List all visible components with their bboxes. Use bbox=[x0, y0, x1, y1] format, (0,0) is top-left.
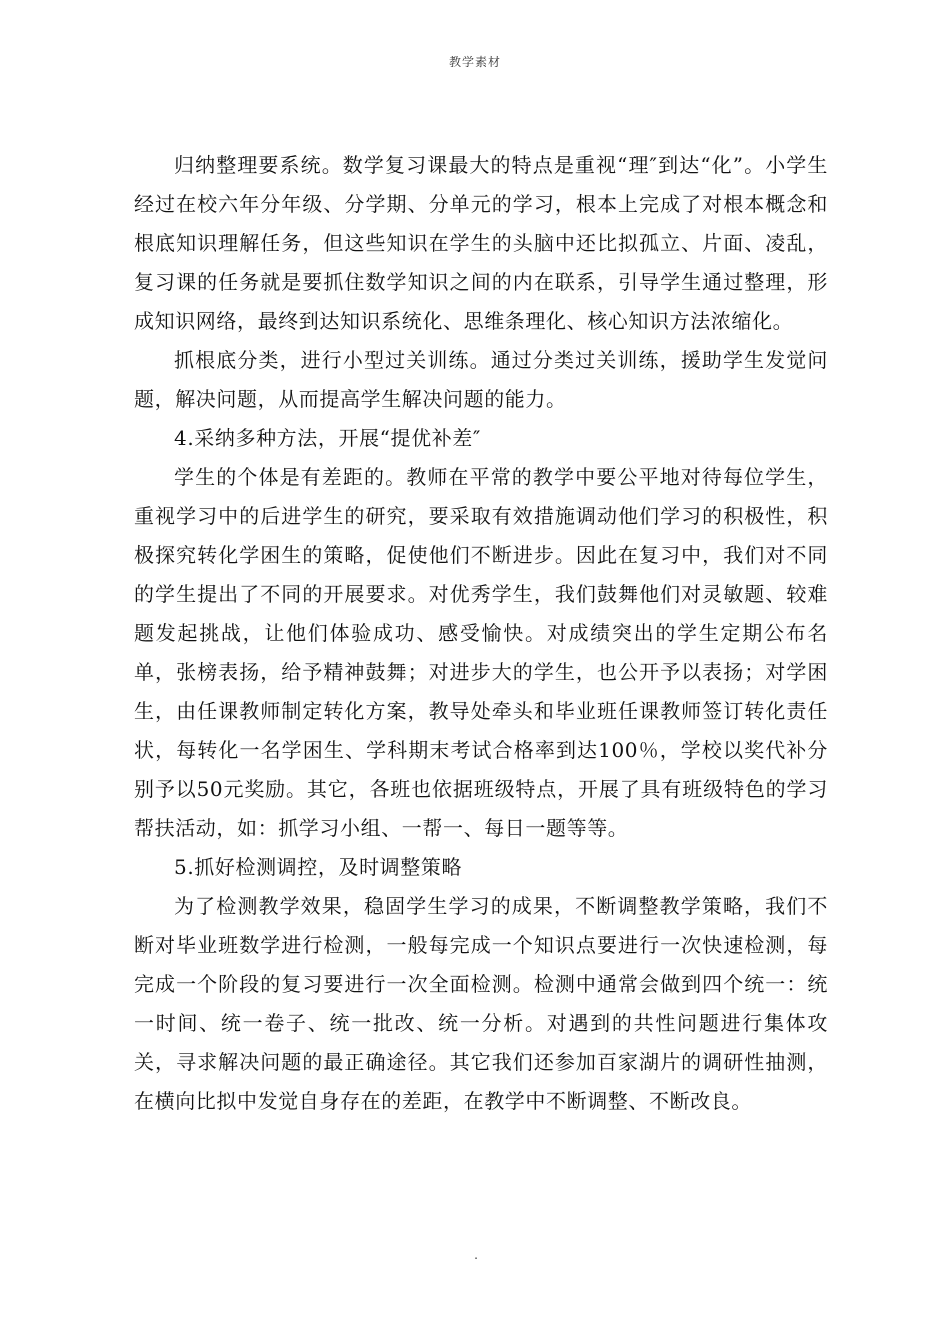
page-header: 教学素材 bbox=[448, 55, 501, 69]
paragraph-summary-system: 归纳整理要系统。数学复习课最大的特点是重视“理″到达“化”。小学生经过在校六年分年级、分学期、分单元的学习，根本上完成了对根本概念和根底知识理解任务，但这些知识在学生的头脑中还比拟孤立、片面、凌乱，复习课的任务就是要抓住数学知识之间的内在联系，引导学生通过整理，形成知识网络，最终到达知识系统化、思维条理化、核心知识方法浓缩化。 bbox=[134, 153, 828, 333]
paragraph-classification-training: 抓根底分类，进行小型过关训练。通过分类过关训练，援助学生发觉问题，解决问题，从而提高学生解决问题的能力。 bbox=[134, 348, 828, 411]
paragraph-testing-control: 为了检测教学效果，稳固学生学习的成果，不断调整教学策略，我们不断对毕业班数学进行检测，一般每完成一个知识点要进行一次快速检测，每完成一个阶段的复习要进行一次全面检测。检测中通常会做到四个统一：统一时间、统一卷子、统一批改、统一分析。对遇到的共性问题进行集体攻关，寻求解决问题的最正确途径。其它我们还参加百家湖片的调研性抽测，在横向比拟中发觉自身存在的差距，在教学中不断调整、不断改良。 bbox=[134, 894, 828, 1113]
paragraph-student-differences: 学生的个体是有差距的。教师在平常的教学中要公平地对待每位学生，重视学习中的后进学生的研究，要采取有效措施调动他们学习的积极性，积极探究转化学困生的策略，促使他们不断进步。因此在复习中，我们对不同的学生提出了不同的开展要求。对优秀学生，我们鼓舞他们对灵敏题、较难题发起挑战，让他们体验成功、感受愉快。对成绩突出的学生定期公布名单，张榜表扬，给予精神鼓舞；对进步大的学生，也公开予以表扬；对学困生，由任课教师制定转化方案，教导处牵头和毕业班任课教师签订转化责任状，每转化一名学困生、学科期末考试合格率到达100％，学校以奖代补分别予以50元奖励。其它，各班也依据班级特点，开展了具有班级特色的学习帮扶活动，如：抓学习小组、一帮一、每日一题等等。 bbox=[134, 465, 828, 840]
document-body bbox=[134, 146, 828, 1121]
section-heading-5: 5.抓好检测调控，及时调整策略 bbox=[174, 855, 463, 879]
section-heading-4: 4.采纳多种方法，开展“提优补差″ bbox=[174, 426, 481, 450]
page-footer-mark: . bbox=[474, 1248, 478, 1262]
